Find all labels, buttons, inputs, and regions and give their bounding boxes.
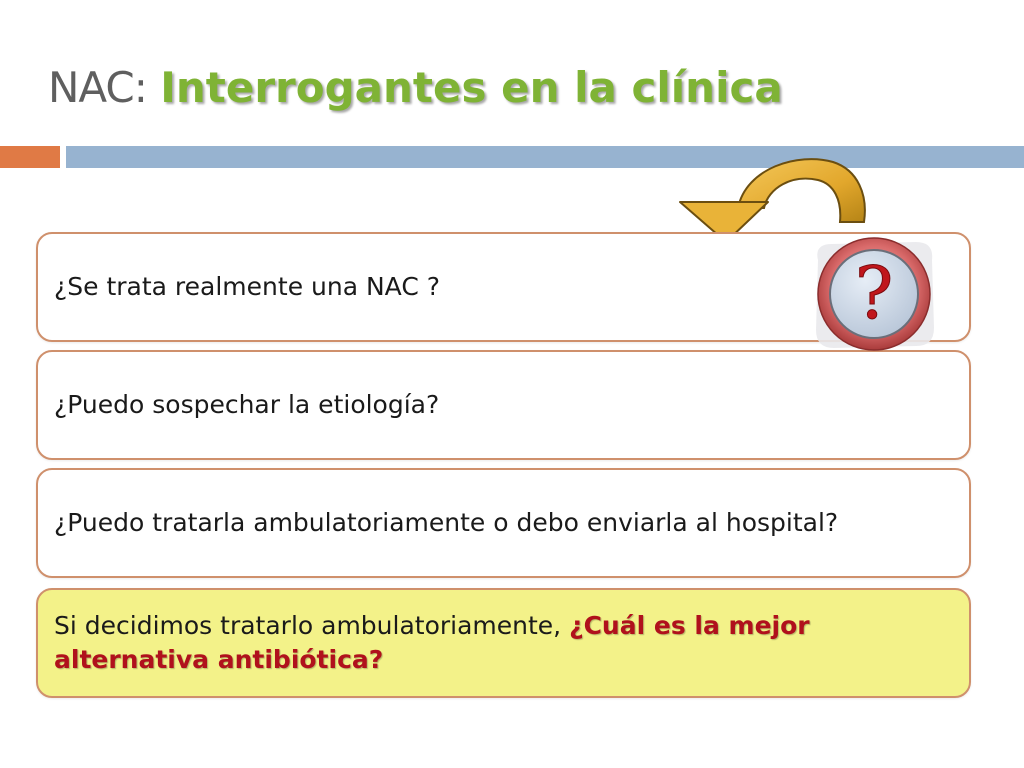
question-text-2: ¿Puedo sospechar la etiología? (54, 390, 440, 419)
question-text-3: ¿Puedo tratarla ambulatoriamente o debo enviarla al hospital? (54, 508, 839, 537)
question-badge-icon (806, 230, 942, 358)
title-prefix: NAC: (48, 63, 147, 112)
title-rule-blue (66, 146, 1024, 168)
question-item-4 (36, 588, 971, 698)
question-item-3 (36, 468, 971, 578)
title-rule-orange (0, 146, 60, 168)
question-highlight-4: ¿Cuál es la mejor alternativa antibiótica? (54, 611, 810, 674)
question-item-2 (36, 350, 971, 460)
slide-title (48, 52, 783, 124)
question-text-4: Si decidimos tratarlo ambulatoriamente, (54, 611, 570, 640)
title-accent: Interrogantes en la clínica (160, 63, 783, 112)
svg-text:?: ? (854, 251, 894, 335)
question-text-1: ¿Se trata realmente una NAC ? (54, 272, 441, 301)
